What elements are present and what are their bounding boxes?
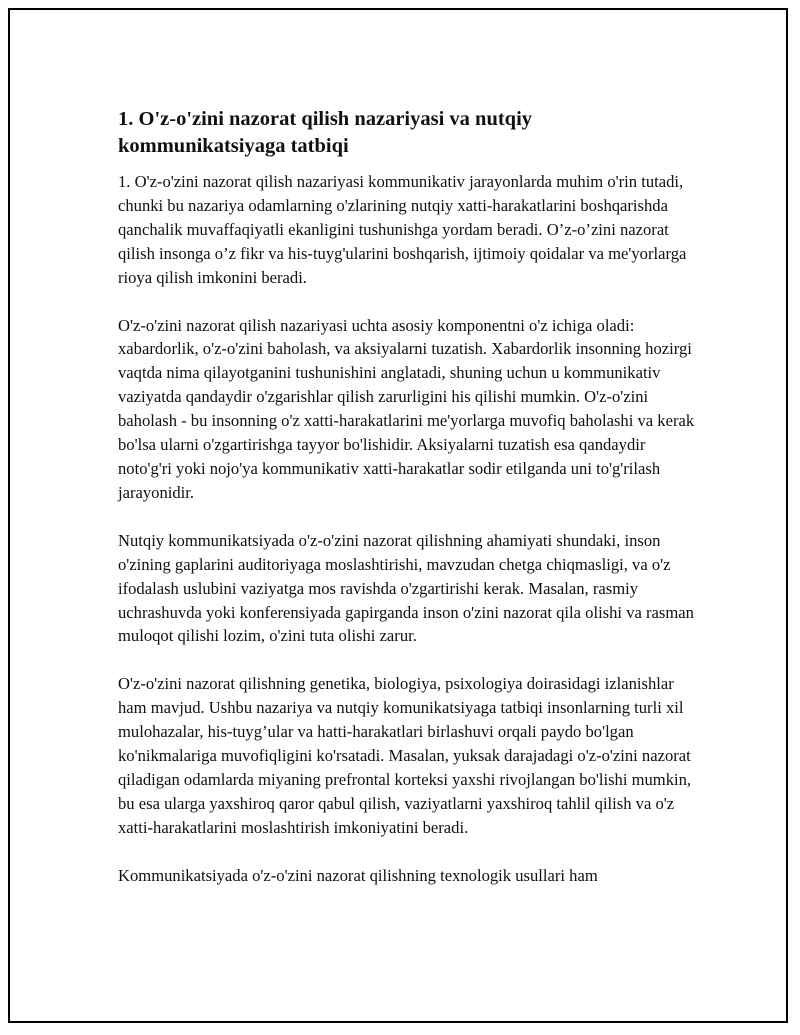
paragraph-5: Kommunikatsiyada o'z-o'zini nazorat qilishning texnologik usullari ham [118,865,598,885]
paragraph-4: O'z-o'zini nazorat qilishning genetika, biologiya, psixologiya doirasidagi izlanishlar ham mavjud. Ushbu nazariya va nutqiy komunikatsiyaga tatbiqi insonlarning turli xil mulohazalar, his-tuyg’ular va hatti-harakatlari birlashuvi orqali paydo bo'lgan ko'nikmalariga muvofiqligini ko'rsatadi. Masalan, yuksak darajadagi o'z-o'zini nazorat qiladigan odamlarda miyaning prefrontal korteksi yaxshi rivojlangan bo'lishi mumkin, bu esa ularga yaxshiroq qaror qabul qilish, vaziyatlarni yaxshiroq tahlil qilish va o'z xatti-harakatlarini moslashtirish imkoniyatini beradi. [118,674,692,837]
paragraph-1: 1. O'z-o'zini nazorat qilish nazariyasi kommunikativ jarayonlarda muhim o'rin tutadi, chunki bu nazariya odamlarning o'zlarining nutqiy xatti-harakatlarini boshqarishda qanchalik muvaffaqiyatli ekanligini tushunishga yordam beradi. O’z-o’zini nazorat qilish insonga o’z fikr va his-tuyg'ularini boshqarish, ijtimoiy qoidalar va me'yorlarga rioya qilish imkonini beradi. [118,172,687,287]
page-frame [8,8,788,1023]
document-body [118,106,698,912]
document-title: 1. O'z-o'zini nazorat qilish nazariyasi va nutqiy kommunikatsiyaga tatbiqi [118,108,533,157]
paragraph-2: O'z-o'zini nazorat qilish nazariyasi uchta asosiy komponentni o'z ichiga oladi: xabardorlik, o'z-o'zini baholash, va aksiyalarni tuzatish. Xabardorlik insonning hozirgi vaqtda nima qilayotganini tushunishini anglatadi, shuning uchun u kommunikativ vaziyatda qandaydir o'zgarishlar qilish zarurligini his qilishi mumkin. O'z-o'zini baholash - bu insonning o'z xatti-harakatlarini me'yorlarga muvofiq baholashi va kerak bo'lsa ularni o'zgartirishga tayyor bo'lishidir. Aksiyalarni tuzatish esa qandaydir noto'g'ri yoki nojo'ya kommunikativ xatti-harakatlar sodir etilganda uni to'g'rilash jarayonidir. [118,315,695,502]
paragraph-3: Nutqiy kommunikatsiyada o'z-o'zini nazorat qilishning ahamiyati shundaki, inson o'zining gaplarini auditoriyaga moslashtirishi, mavzudan chetga chiqmasligi, va o'z ifodalash uslubini vaziyatga mos ravishda o'zgartirishi kerak. Masalan, rasmiy uchrashuvda yoki konferensiyada gapirganda inson o'zini nazorat qila olishi va rasman muloqot qilishi lozim, o'zini tuta olishi zarur. [118,530,694,646]
